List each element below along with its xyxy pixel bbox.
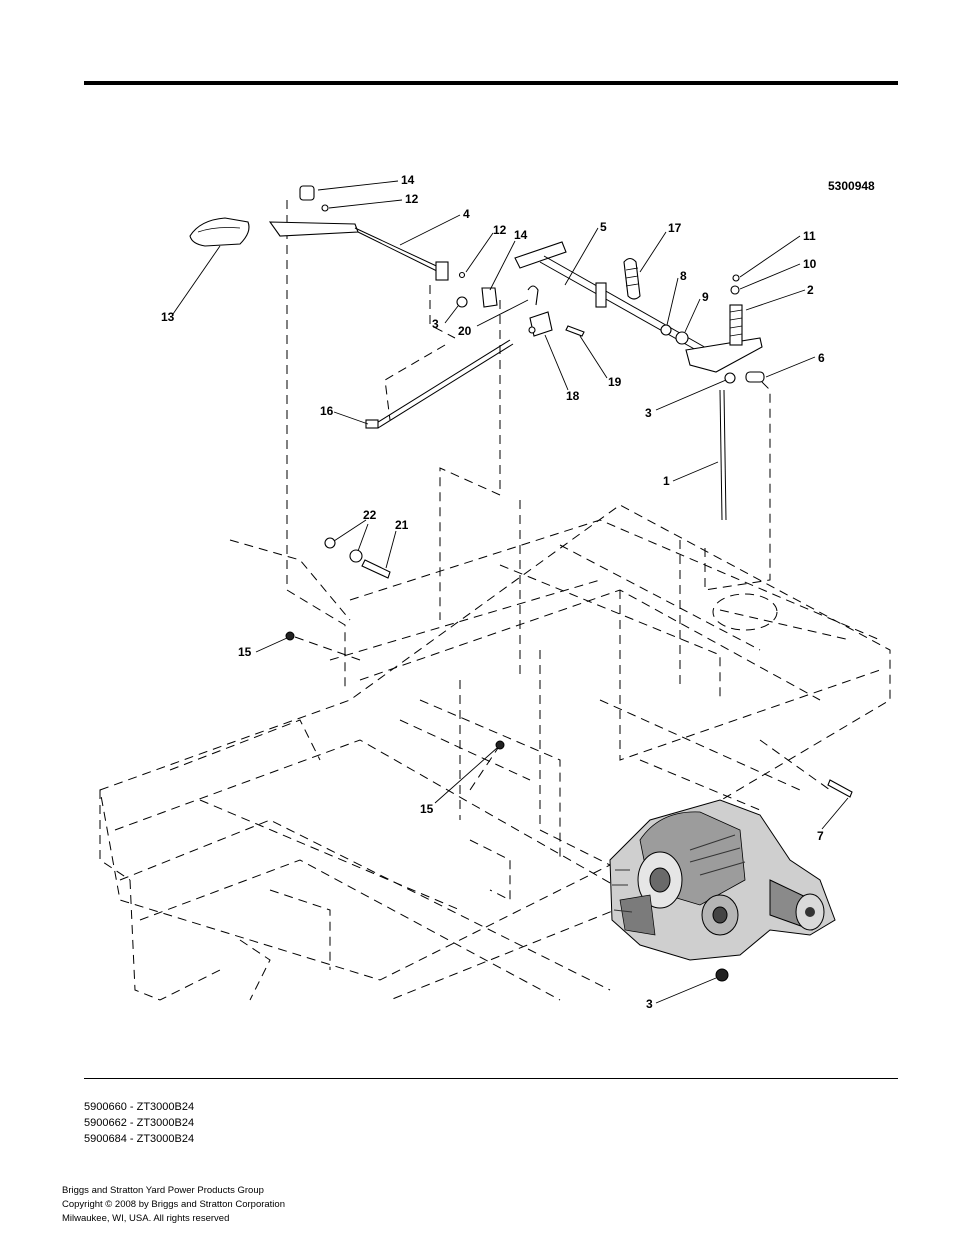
footer-copyright: Copyright © 2008 by Briggs and Stratton Corporation	[62, 1199, 285, 1210]
callout-14b: 14	[514, 228, 528, 242]
callout-14a: 14	[401, 173, 415, 187]
callout-1: 1	[663, 474, 670, 488]
footer-rule	[84, 1078, 898, 1079]
callout-21: 21	[395, 518, 409, 532]
callout-22: 22	[363, 508, 377, 522]
callout-17: 17	[668, 221, 682, 235]
cross-shaft	[515, 242, 764, 383]
model-line: 5900660 - ZT3000B24	[84, 1101, 195, 1113]
callout-12a: 12	[405, 192, 419, 206]
model-line: 5900684 - ZT3000B24	[84, 1133, 195, 1145]
callout-3b: 3	[645, 406, 652, 420]
callout-7: 7	[817, 829, 824, 843]
callout-11: 11	[803, 229, 816, 243]
callout-18: 18	[566, 389, 580, 403]
callout-12b: 12	[493, 223, 507, 237]
diagram-reference-number: 5300948	[828, 179, 875, 193]
callout-20: 20	[458, 324, 472, 338]
hardware	[286, 538, 852, 797]
transaxle-illustration	[610, 800, 835, 981]
callout-8: 8	[680, 269, 687, 283]
callout-13: 13	[161, 310, 175, 324]
footer-location: Milwaukee, WI, USA. All rights reserved	[62, 1213, 230, 1224]
footer-company: Briggs and Stratton Yard Power Products Group	[62, 1185, 264, 1196]
copyright-footer	[62, 1184, 285, 1226]
callout-4: 4	[463, 207, 470, 221]
callout-16: 16	[320, 404, 334, 418]
model-line: 5900662 - ZT3000B24	[84, 1117, 195, 1129]
callout-9: 9	[702, 290, 709, 304]
callout-2: 2	[807, 283, 814, 297]
callout-3a: 3	[432, 317, 439, 331]
callout-19: 19	[608, 375, 622, 389]
callout-5: 5	[600, 220, 607, 234]
callout-15b: 15	[420, 802, 434, 816]
callout-10: 10	[803, 257, 817, 271]
callout-15a: 15	[238, 645, 252, 659]
model-list	[84, 1099, 194, 1147]
shift-lever	[190, 186, 497, 307]
callout-6: 6	[818, 351, 825, 365]
callout-3c: 3	[646, 997, 653, 1011]
